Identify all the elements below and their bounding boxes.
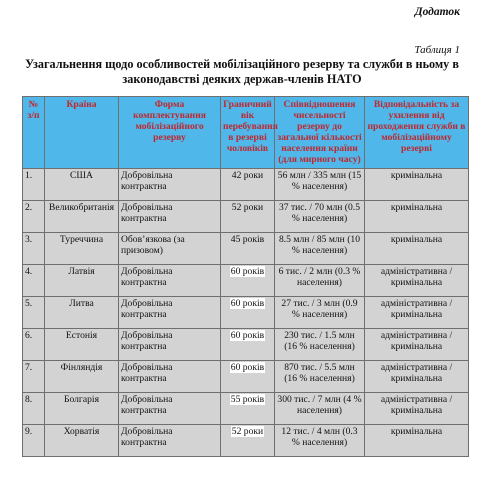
country-cell: Хорватія [45, 425, 119, 457]
form-cell: Добровільна контрактна [119, 297, 221, 329]
responsibility-cell: кримінальна [365, 425, 469, 457]
ratio-cell: 300 тис. / 7 млн (4 % населення) [275, 393, 365, 425]
form-cell: Добровільна контрактна [119, 425, 221, 457]
ratio-cell: 6 тис. / 2 млн (0.3 % населення) [275, 265, 365, 297]
responsibility-cell: адміністративна / кримінальна [365, 329, 469, 361]
table-row [23, 169, 469, 201]
col-ratio-header: Співвідношення чисельності резерву до загальної кількості населення країни (для мирного часу) [275, 97, 365, 169]
responsibility-cell: кримінальна [365, 233, 469, 265]
age-cell [221, 393, 275, 425]
age-value-highlight: 60 років [230, 298, 265, 309]
form-cell: Добровільна контрактна [119, 201, 221, 233]
country-cell: Латвія [45, 265, 119, 297]
row-number: 4. [23, 265, 45, 297]
age-value-highlight: 55 років [230, 394, 265, 405]
country-cell: Фінляндія [45, 361, 119, 393]
row-number: 1. [23, 169, 45, 201]
country-cell: Болгарія [45, 393, 119, 425]
age-cell [221, 361, 275, 393]
table-number-label: Таблиця 1 [414, 44, 460, 56]
responsibility-cell: адміністративна / кримінальна [365, 297, 469, 329]
age-cell [221, 265, 275, 297]
table-row [23, 425, 469, 457]
col-form-header: Форма комплектування мобілізаційного резерву [119, 97, 221, 169]
ratio-cell: 37 тис. / 70 млн (0.5 % населення) [275, 201, 365, 233]
document-title: Узагальнення щодо особливостей мобілізаційного резерву та служби в ньому в законодавстві деяких держав-членів НАТО [25, 57, 459, 86]
table-row [23, 361, 469, 393]
table-body [23, 169, 469, 457]
ratio-cell: 230 тис. / 1.5 млн (16 % населення) [275, 329, 365, 361]
responsibility-cell: адміністративна / кримінальна [365, 393, 469, 425]
row-number: 8. [23, 393, 45, 425]
col-number-header: № з/п [23, 97, 45, 169]
form-cell: Добровільна контрактна [119, 361, 221, 393]
reserve-comparison-table [22, 96, 469, 457]
table-row [23, 297, 469, 329]
country-cell: Туреччина [45, 233, 119, 265]
form-cell: Обов’язкова (за призовом) [119, 233, 221, 265]
country-cell: Литва [45, 297, 119, 329]
age-cell [221, 329, 275, 361]
age-value-highlight: 52 роки [231, 426, 264, 437]
table-row [23, 329, 469, 361]
ratio-cell: 56 млн / 335 млн (15 % населення) [275, 169, 365, 201]
ratio-cell: 27 тис. / 3 млн (0.9 % населення) [275, 297, 365, 329]
header-row [23, 97, 469, 169]
responsibility-cell: адміністративна / кримінальна [365, 361, 469, 393]
responsibility-cell: кримінальна [365, 169, 469, 201]
row-number: 3. [23, 233, 45, 265]
table-header [23, 97, 469, 169]
form-cell: Добровільна контрактна [119, 265, 221, 297]
age-value-highlight: 60 років [230, 266, 265, 277]
age-value-highlight: 60 років [230, 362, 265, 373]
col-country-header: Країна [45, 97, 119, 169]
row-number: 7. [23, 361, 45, 393]
appendix-label: Додаток [414, 6, 460, 18]
table-row [23, 233, 469, 265]
table-row [23, 265, 469, 297]
row-number: 6. [23, 329, 45, 361]
ratio-cell: 870 тис. / 5.5 млн (16 % населення) [275, 361, 365, 393]
country-cell: Великобританія [45, 201, 119, 233]
table-row [23, 393, 469, 425]
age-cell: 42 роки [221, 169, 275, 201]
table-row [23, 201, 469, 233]
form-cell: Добровільна контрактна [119, 329, 221, 361]
row-number: 2. [23, 201, 45, 233]
form-cell: Добровільна контрактна [119, 169, 221, 201]
responsibility-cell: адміністративна / кримінальна [365, 265, 469, 297]
row-number: 5. [23, 297, 45, 329]
responsibility-cell: кримінальна [365, 201, 469, 233]
age-cell: 45 років [221, 233, 275, 265]
age-cell: 52 роки [221, 201, 275, 233]
country-cell: Естонія [45, 329, 119, 361]
row-number: 9. [23, 425, 45, 457]
age-cell [221, 297, 275, 329]
col-age-header: Граничний вік перебування в резерві чоловіків [221, 97, 275, 169]
col-responsibility-header: Відповідальність за ухилення від проходження служби в мобілізаційному резерві [365, 97, 469, 169]
form-cell: Добровільна контрактна [119, 393, 221, 425]
ratio-cell: 8.5 млн / 85 млн (10 % населення) [275, 233, 365, 265]
age-value-highlight: 60 років [230, 330, 265, 341]
ratio-cell: 12 тис. / 4 млн (0.3 % населення) [275, 425, 365, 457]
age-cell [221, 425, 275, 457]
country-cell: США [45, 169, 119, 201]
